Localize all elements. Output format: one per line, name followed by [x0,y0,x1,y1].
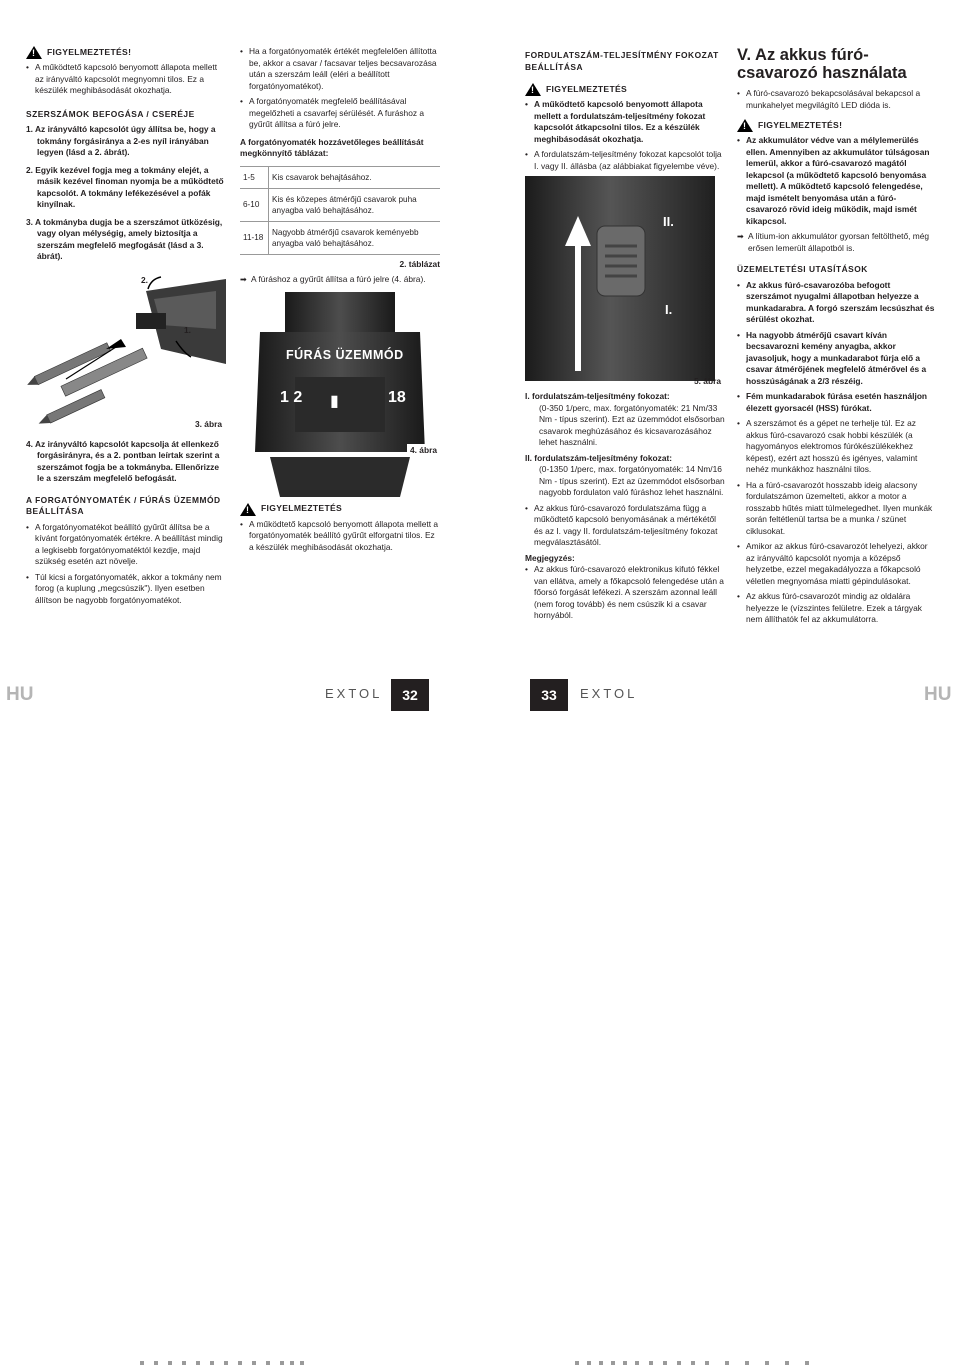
speed-level-I-title: I. fordulatszám-teljesítmény fokozat: [525,391,670,401]
list-item: • Az akkus fúró-csavarozó fordulatszáma függ a működtető kapcsoló benyomásának a mértékétől és az I. vagy II. fordulatszám-teljesítmény fokozat megválasztásától. [525,503,725,549]
table-cell-key: 1-5 [240,166,269,188]
figure-caption: 5. ábra [693,376,721,386]
footer-dot [224,1361,228,1365]
section-title-speed: FORDULATSZÁM-TELJESÍTMÉNY FOKOZAT BEÁLLÍTÁSA [525,50,719,72]
table-row [240,221,440,254]
step-4: 4. Az irányváltó kapcsolót kapcsolja át ellenkező forgásirányra, és a 2. pontban leírtak szerint a szerszámot fogja be a tokmányba. Ellenőrizze le a szerszám megfelelő befogását. [26,438,220,483]
footer-dot [182,1361,186,1365]
footer-dot [663,1361,667,1365]
table-cell-value: Nagyobb átmérőjű csavarok keményebb anyagba való behajtásához. [269,221,441,254]
figure-label-1: 1. [184,324,191,335]
footer-dot [266,1361,270,1365]
footer-dot [623,1361,627,1365]
step-1: 1. Az irányváltó kapcsolót úgy állítsa be, hogy a tokmány forgásiránya a 2-es nyíl irányában legyen (lásd a 2. ábrát). [26,124,216,157]
footer-dot [805,1361,809,1365]
footer-dot [785,1361,789,1365]
warning-heading [737,119,937,132]
figure-5 [525,176,725,391]
column-1 [26,46,226,610]
warning-text: • Az akkumulátor védve van a mélylemerülés ellen. Amennyiben az akkumulátor túlságosan lemerül, akkor a fúró-csavarozó magától lekapcsol (a működtető kapcsoló benyomása mellett). A működtető kapcsoló felengedése, majd ismételt benyomása után a fúró-csavarozó rövid ideig működik, majd ismét kikapcsol. [737,135,937,227]
drill-mode-illustration [240,292,440,497]
footer-dot [745,1361,749,1365]
footer-dot [210,1361,214,1365]
list-item: • Ha a forgatónyomaték értékét megfelelően állította be, akkor a csavar / facsavar teljes becsavarozása után a szerszám leáll (eléri a beállított forgatónyomatékot). [240,46,440,92]
step-2: 2. Egyik kezével fogja meg a tokmány elejét, a másik kezével finoman nyomja be a működtető kapcsolót. A tokmány lefékezésével a pofák kinyílnak. [26,164,224,209]
list-item: • A fordulatszám-teljesítmény fokozat kapcsolót tolja I. vagy II. állásba (az alábbiakat figyelembe véve). [525,149,725,172]
footer-dot [280,1361,284,1365]
table-cell-key: 6-10 [240,188,269,221]
ring-number: 18 [388,388,406,406]
page-footer [0,678,960,714]
note-text: • Az akkus fúró-csavarozó elektronikus kifutó fékkel van ellátva, amely a főkapcsoló felengedése után a főorsó forgását lefékezi. A szerszám azonnal leáll (nem forog tovább) és nem csúszik ki a csavar hornyából. [525,564,725,622]
footer-dot [575,1361,579,1365]
speed-level-II-text: (0-1350 1/perc, max. forgatónyomaték: 14 Nm/16 Nm - típus szerint). Ezt az üzemmódot elsősorban nagyobb fordulaton való fúráshoz lehet használni. [539,464,725,497]
speed-level-II-title: II. fordulatszám-teljesítmény fokozat: [525,452,673,463]
list-item: • Az akkus fúró-csavarozót mindig az oldalára helyezze le (vízszintes felületre. Ezek a tárgyak nem állíthatók fel az akkumulátorra. [737,591,937,626]
brand-logo-left: EXTOL [325,686,383,701]
footer-dot [587,1361,591,1365]
footer-dots-right [575,1361,825,1367]
list-item: • A forgatónyomatékot beállító gyűrűt állítsa be a kívánt forgatónyomaték értékre. A beállítást mindig a legkisebb forgatónyomatéktól kezdje, majd szükség esetén azt növelje. [26,522,226,568]
footer-dot [154,1361,158,1365]
page-number-right: 33 [530,679,568,711]
language-code-right: HU [924,684,952,705]
torque-table [240,166,440,255]
list-item: • Amikor az akkus fúró-csavarozót lehelyezi, akkor az irányváltó kapcsolót nyomja a középső helyzetbe, ezzel megakadályozza a főkapcsoló véletlen megnyomása miatti gépindulásokat. [737,541,937,587]
section-title-tool-change: SZERSZÁMOK BEFOGÁSA / CSERÉJE [26,108,195,119]
list-item: • Túl kicsi a forgatónyomaték, akkor a tokmány nem forog (a kuplung „megcsúszik"). Ilyen esetben állítson be nagyobb forgatónyomatékot. [26,572,226,607]
speed-switch-illustration [525,176,725,381]
footer-dot [725,1361,729,1365]
footer-dot [611,1361,615,1365]
warning-heading [26,46,226,59]
table-cell-key: 11-18 [240,221,269,254]
footer-dot [677,1361,681,1365]
warning-icon [737,119,753,132]
table-row [240,188,440,221]
footer-dot [649,1361,653,1365]
list-item: • A fúró-csavarozó bekapcsolásával bekapcsol a munkahelyet megvilágító LED dióda is. [737,88,937,111]
list-item: • Ha nagyobb átmérőjű csavart kíván becsavarozni kemény anyagba, akkor javasoljuk, hogy a munkadarabot fúrja elő a csavar átmérőjének megfelelő átmérővel és a hosszúságának a 2/3 részéig. [737,330,937,388]
page-number-left: 32 [391,679,429,711]
warning-title: FIGYELMEZTETÉS [261,503,343,514]
list-item: • Fém munkadarabok fúrása esetén használjon élezett gyorsacél (HSS) fúrókat. [737,391,937,414]
footer-dot [238,1361,242,1365]
footer-dot [290,1361,294,1365]
table-row [240,166,440,188]
footer-dot [705,1361,709,1365]
arrow-note: ➡ A fúráshoz a gyűrűt állítsa a fúró jelre (4. ábra). [240,274,440,286]
figure-4 [240,292,440,497]
figure-caption: 4. ábra [407,444,440,458]
warning-title: FIGYELMEZTETÉS! [47,46,132,57]
warning-heading [240,503,440,516]
section-title-operating: ÜZEMELTETÉSI UTASÍTÁSOK [737,264,868,274]
figure-label-2: 2. [141,274,148,285]
drill-symbol-icon: ▮ [330,392,339,410]
position-label-I: I. [665,302,673,317]
list-item: • A forgatónyomaték megfelelő beállításával megelőzheti a csavarfej sérülését. A furáshoz a gyűrűt állítsa a fúró jelre. [240,96,440,131]
chapter-title: V. Az akkus fúró-csavarozó használata [737,46,907,82]
mode-label: FÚRÁS ÜZEMMÓD [286,347,404,362]
footer-dot [765,1361,769,1365]
table-cell-value: Kis csavarok behajtásához. [269,166,441,188]
warning-title: FIGYELMEZTETÉS! [758,119,843,130]
step-3: 3. A tokmányba dugja be a szerszámot ütközésig, vagy olyan mélységig, amely biztosítja a szerszám megfelelő megfogását (lásd a 3. ábrát). [26,216,223,261]
note-title: Megjegyzés: [525,552,575,563]
list-item: • Ha a fúró-csavarozót hosszabb ideig alacsony fordulatszámon üzemelteti, akkor a motor a rosszabb hűtés miatt túlmelegedhet. Ilyen munkák során feltétlenül tartsa be a munka / szünet ciklusokat. [737,480,937,538]
warning-icon [525,83,541,96]
ring-number: 1 2 [280,388,303,406]
warning-icon [240,503,256,516]
footer-dot [635,1361,639,1365]
footer-dot [168,1361,172,1365]
speed-level-I-text: (0-350 1/perc, max. forgatónyomaték: 21 Nm/33 Nm - típus szerint). Ezt az üzemmódot elsősorban csavarok meghúzásához és kicsavarozásához lehet használni. [539,402,725,447]
footer-dot [140,1361,144,1365]
warning-text: • A működtető kapcsoló benyomott állapota mellett a fordulatszám-teljesítmény fokozat kapcsolót átkapcsolni tilos. Ez a készülék meghibásodását okozhatja. [525,99,725,145]
footer-dot [196,1361,200,1365]
list-item: • A szerszámot és a gépet ne terhelje túl. Ez az akkus fúró-csavarozó csak hobbi készülék (a hagyományos elektromos fúrókészülékekhez képest), ezért azt hosszú és igényes, valamint nehéz munkákhoz használni tilos. [737,418,937,476]
footer-dot [300,1361,304,1365]
list-item: • Az akkus fúró-csavarozóba befogott szerszámot nyugalmi állapotban helyezze a munkadarabra. A forgó szerszám lecsúszhat és sérülést okozhat. [737,280,937,326]
language-code-left: HU [6,684,34,705]
figure-caption: 3. ábra [194,418,222,429]
figure-3 [26,269,226,439]
brand-logo-right: EXTOL [580,686,638,701]
table-cell-value: Kis és közepes átmérőjű csavarok puha anyagba való behajtásához. [269,188,441,221]
footer-dot [691,1361,695,1365]
chuck-bits-illustration [26,269,226,429]
table-title: A forgatónyomaték hozzávetőleges beállítását megkönnyítő táblázat: [240,136,424,158]
column-4 [737,46,937,630]
warning-heading [525,83,725,96]
column-3 [525,46,725,626]
footer-dots-left [140,1361,390,1367]
warning-text: • A működtető kapcsoló benyomott állapota mellett az irányváltó kapcsolót megnyomni tilos. Ez a készülék meghibásodását okozhatja. [26,62,226,97]
warning-text: • A működtető kapcsoló benyomott állapota mellett a forgatónyomaték beállító gyűrűt elforgatni tilos. Ez a készülék meghibásodását okozhatja. [240,519,440,554]
footer-dot [599,1361,603,1365]
position-label-II: II. [663,214,674,229]
footer-dot [252,1361,256,1365]
table-caption: 2. táblázat [399,258,440,269]
column-2 [240,46,440,557]
arrow-note: ➡ A lítium-ion akkumulátor gyorsan feltölthető, még erősen lemerült állapotból is. [737,231,937,254]
warning-icon [26,46,42,59]
warning-title: FIGYELMEZTETÉS [546,83,628,94]
section-title-torque: A FORGATÓNYOMATÉK / FÚRÁS ÜZEMMÓD BEÁLLÍTÁSA [26,494,221,516]
